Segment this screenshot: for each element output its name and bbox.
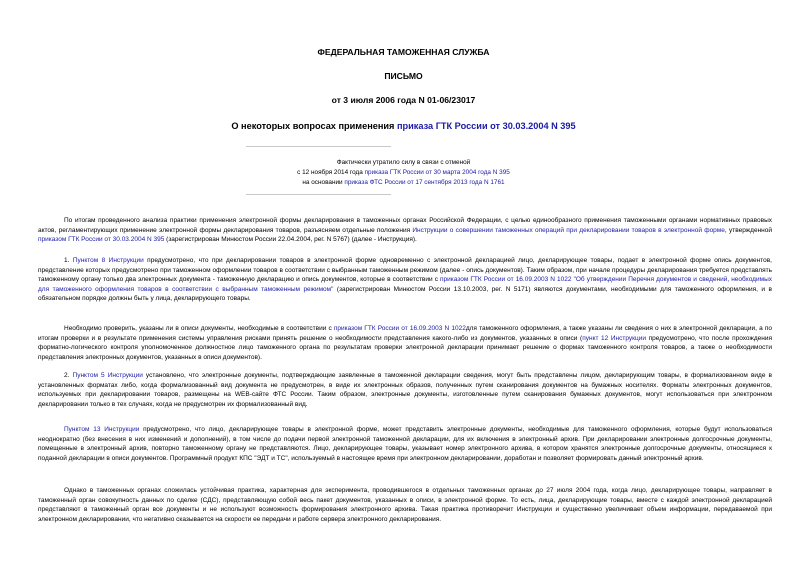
- paragraph-practice: [38, 486, 772, 524]
- divider-top: [246, 146, 391, 147]
- title-text: О некоторых вопросах применения: [231, 121, 397, 131]
- paragraph-2-continued: [38, 425, 772, 463]
- paragraph-text: Однако в таможенных органах сложилась устойчивая практика, характерная для эксперимента, проводившегося в отдельных таможенных органах до 27 июля 2004 года, когда лицо, декларирующее товары, направляет в таможенный орган совокупность данных по сделке (СДС), представляющую собой весь пакет документов, указанных в описи, в электронной форме. То есть, лица, декларирующие товары, вместе с каждой электронной декларацией представляют в таможенный орган все документы и не используют возможность формирования электронного архива. Такая практика противоречит Инструкции и существенно увеличивает объем информации, передаваемой при электронном декларировании, что негативно сказывается на скорости ее передачи и работе сервера электронного декларирования.: [38, 487, 772, 523]
- clause-5-link[interactable]: Пунктом 5 Инструкции: [72, 372, 143, 379]
- clause-12-link[interactable]: пункт 12 Инструкции: [582, 334, 646, 342]
- divider-bottom: [246, 194, 391, 195]
- paragraph-text: (зарегистрирован Минюстом России 22.04.2004, рег. N 5767) (далее - Инструкция).: [164, 236, 417, 243]
- note-text: с 12 ноября 2014 года: [297, 169, 365, 176]
- paragraph-text: предусмотрено, что лицо, декларирующее товары в электронной форме, может представить электронные документы, необходимые для таможенного оформления, которые будут использоваться неоднократно (без внесения в них изменений и дополнений), в том числе до подачи первой электронной таможенной декларации, для их включения в электронный архив. При декларировании электронные долгосрочные документы, помещенные в электронный архив, повторно таможенному органу не представляются. Лицо, декларирующее товары, указывает номер электронного архива, в котором хранятся электронные долгосрочные документы, относящиеся к поданной декларации в описи документов. Программный продукт КПС "ЭДТ и ТС", используемый в настоящее время при электронном декларировании, доработан и позволяет формировать данный электронный архив.: [38, 426, 772, 462]
- clause-13-link[interactable]: Пунктом 13 Инструкции: [64, 426, 140, 433]
- document-date-number: от 3 июля 2006 года N 01-06/23017: [331, 95, 476, 105]
- order-395-link[interactable]: приказом ГТК России от 30.03.2004 N 395: [38, 236, 165, 243]
- paragraph-text: По итогам проведенного анализа практики применения электронной формы декларирования в таможенных органах Российской Федерации, с целью единообразного применения таможенными органами нормативных правовых актов, регламентирующих применение электронной формы декларирования товаров, разъясняем отдельные положения: [38, 217, 772, 234]
- agency-name: ФЕДЕРАЛЬНАЯ ТАМОЖЕННАЯ СЛУЖБА: [317, 47, 490, 57]
- document-title: [0, 121, 807, 132]
- status-note-line2: [0, 168, 807, 177]
- paragraph-text: предусмотрено, что после прохождения форматно-логического контроля уполномоченное должностное лицо таможенного органа по результатам проверки электронной декларации принимает решение о формах таможенного контроля товаров, а также о необходимости представления электронных документов, указанных в описи документов).: [38, 334, 772, 361]
- note-fts-order-link[interactable]: приказа ФТС России от 17 сентября 2013 года N 1761: [344, 179, 505, 186]
- status-note-line3: [0, 178, 807, 187]
- paragraph-1-continued: [38, 324, 772, 362]
- paragraph-text: (зарегистрирован Минюстом России 13.10.2003, рег. N 5171) являются документами, необходимыми для таможенного оформления, и в обязательном порядке должны быть у лица, декларирующего товары.: [38, 285, 772, 302]
- clause-8-link[interactable]: Пунктом 8 Инструкции: [72, 257, 144, 264]
- document-type: ПИСЬМО: [384, 71, 423, 81]
- paragraph-intro: [38, 216, 772, 245]
- paragraph-text: , утвержденной: [724, 226, 772, 234]
- paragraph-text: Необходимо проверить, указаны ли в описи документы, необходимые в соответствии с: [64, 325, 334, 332]
- title-order-link[interactable]: приказа ГТК России от 30.03.2004 N 395: [396, 121, 576, 131]
- note-text: на основании: [302, 179, 345, 186]
- paragraph-1: [38, 256, 772, 304]
- paragraph-2: [38, 371, 772, 409]
- paragraph-text: установлено, что электронные документы, подтверждающие заявленные в таможенной декларации сведения, могут быть представлены лицом, декларирующим товары, в формализованном виде в установленных форматах либо, когда формализованный вид документа не предусмотрен, в виде их электронных образов, полученных путем сканирования документов на бумажных носителях. Форматы электронных документов, используемых при декларировании товаров, размещены на WEB-сайте ФТС России. Таким образом, электронные документы, изготовленные путем сканирования бумажных документов, могут использоваться при электронном декларировании только в тех случаях, когда не предусмотрен их формализованный вид.: [38, 372, 772, 408]
- instruction-link[interactable]: Инструкции о совершении таможенных операций при декларировании товаров в электронной форме: [412, 226, 725, 234]
- note-gtk-order-link[interactable]: приказа ГТК России от 30 марта 2004 года N 395: [364, 169, 510, 176]
- paragraph-text: предусмотрено, что при декларировании товаров в электронной форме одновременно с электронной декларацией лицо, декларирующее товары, подает в электронной форме опись документов, представление которых предусмотрено при таможенном оформлении товаров в соответствии с выбранным таможенным режимом (далее - опись документов). Таким образом, при начале процедуры декларирования требуется представлять таможенному органу только два электронных документа - таможенную декларацию и опись документов, которые в соответствии с: [38, 257, 772, 283]
- status-note-line1: Фактически утратило силу в связи с отменой: [336, 159, 471, 166]
- paragraph-number: 1.: [64, 257, 73, 264]
- order-1022-link[interactable]: приказом ГТК России от 16.09.2003 N 1022 "Об утверждении Перечня документов и сведений, необходимых для таможенного оформления товаров в соответствии с выбранным таможенным режимом": [38, 276, 772, 293]
- paragraph-text: для таможенного оформления, а также указаны ли сведения о них в электронной декларации, а по итогам проверки и в результате применения системы управления рисками принять решение о необходимости представления какого-либо из документов, указанных в описи (: [38, 325, 772, 342]
- order-1022-link[interactable]: приказом ГТК России от 16.09.2003 N 1022: [333, 325, 466, 332]
- paragraph-number: 2.: [64, 372, 73, 379]
